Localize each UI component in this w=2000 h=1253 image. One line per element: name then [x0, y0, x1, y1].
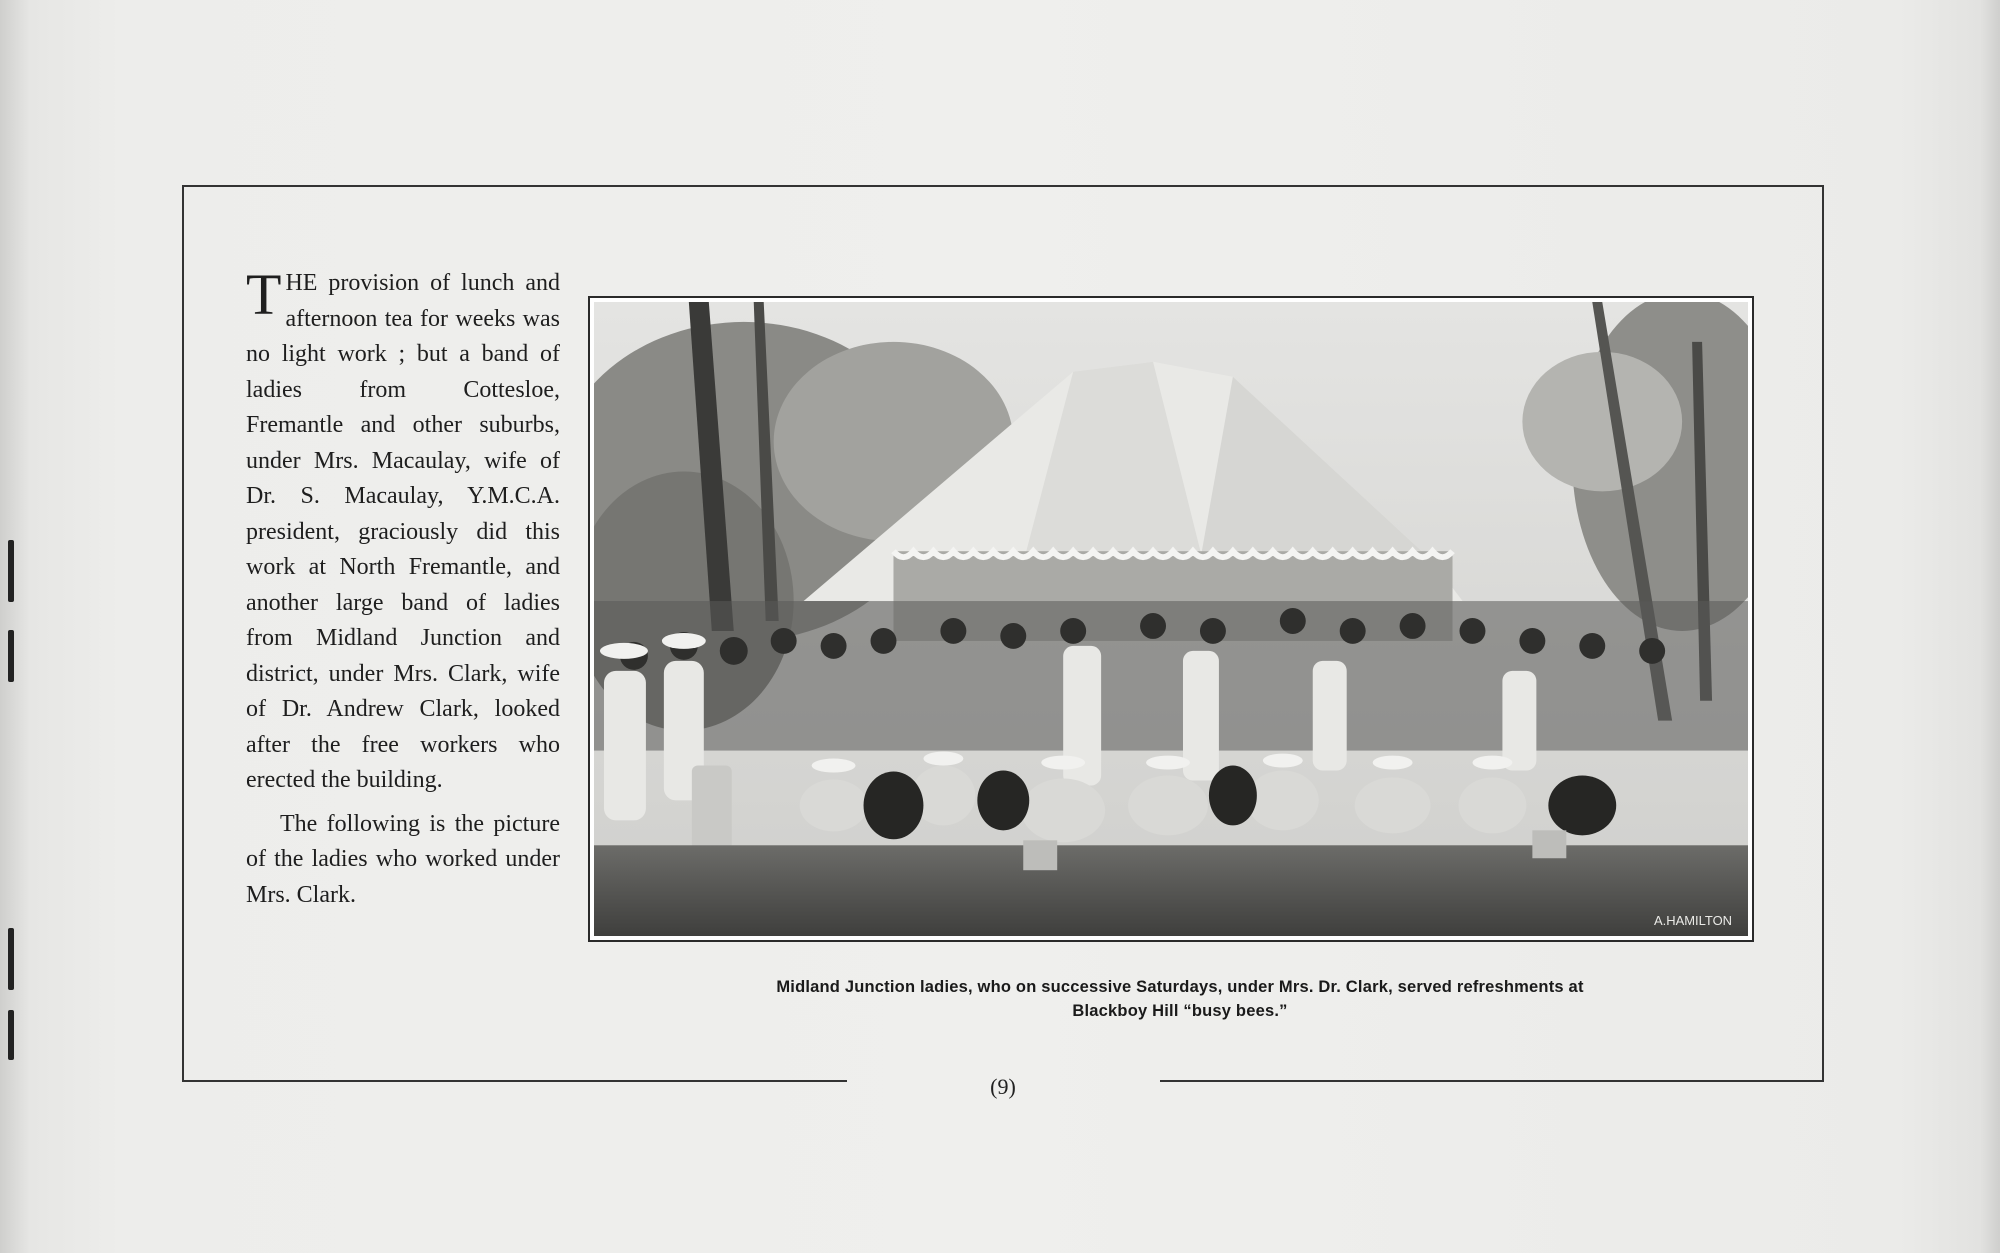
binding-mark — [8, 928, 14, 990]
first-paragraph — [246, 262, 560, 799]
body-text — [246, 262, 560, 913]
first-paragraph-text: HE provision of lunch and afternoon tea for weeks was no light work ; but a band of ladies from Cottesloe, Fremantle and other suburbs, under Mrs. Macaulay, wife of Dr. S. Macaulay, Y.M.C.A. president, graciously did this work at North Fremantle, and another large band of ladies from Midland Junction and district, under Mrs. Clark, wife of Dr. Andrew Clark, looked after the free workers who erected the building. — [246, 270, 560, 793]
binding-mark — [8, 630, 14, 682]
caption-line-2: Blackboy Hill “busy bees.” — [1072, 1002, 1288, 1020]
page-number: (9) — [990, 1074, 1016, 1099]
photo-illustration — [594, 302, 1748, 936]
footer-rule-right — [1160, 1080, 1824, 1082]
binding-mark — [8, 540, 14, 602]
binding-mark — [8, 1010, 14, 1060]
drop-cap: T — [246, 262, 282, 327]
footer-rule-left — [182, 1080, 847, 1082]
caption-line-1: Midland Junction ladies, who on successive Saturdays, under Mrs. Dr. Clark, served refreshments at — [776, 978, 1584, 996]
group-photograph — [588, 296, 1754, 942]
photo-caption — [700, 975, 1660, 1023]
photographer-signature: A.HAMILTON — [1653, 913, 1733, 929]
second-paragraph: The following is the picture of the ladies who worked under Mrs. Clark. — [246, 810, 560, 908]
